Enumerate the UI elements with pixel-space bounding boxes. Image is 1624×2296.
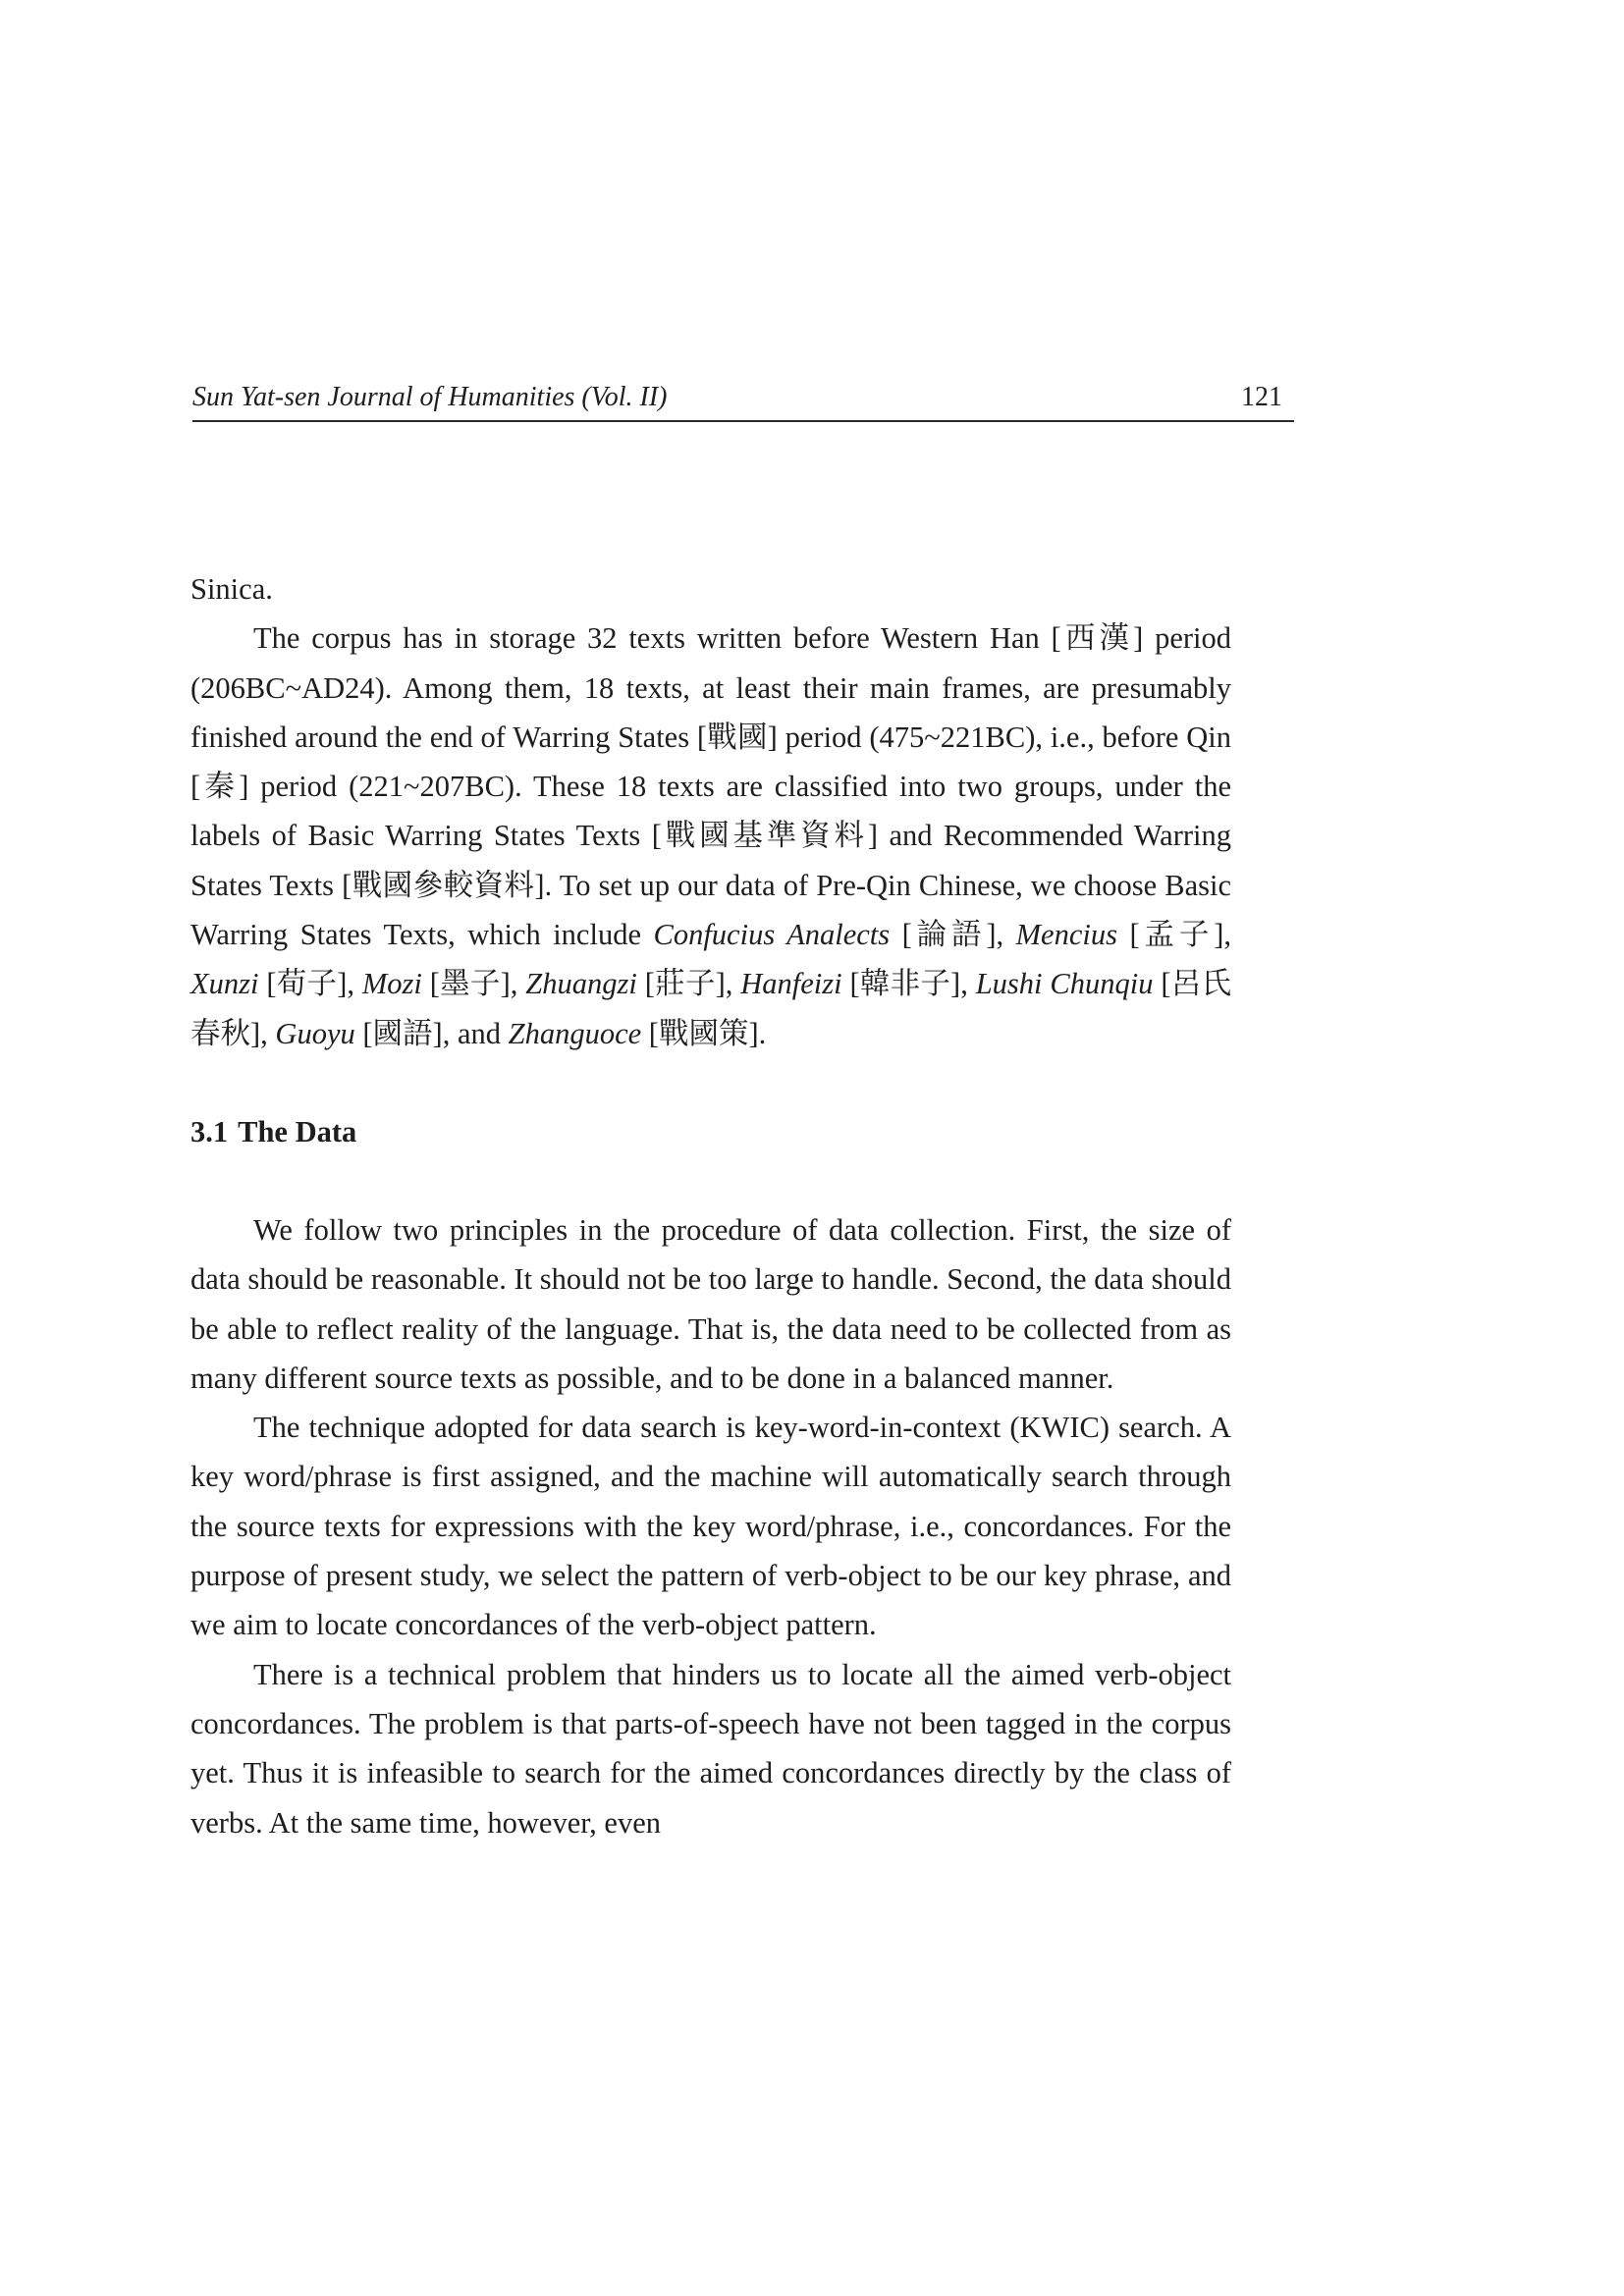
paragraph-technique: The technique adopted for data search is key-word-in-context (KWIC) search. A key word/phrase is first assigned, and the machine will automatically search through the source texts for expressions with the key word/phrase, i.e., concordances. For the purpose of present study, we select the pattern of verb-object to be our key phrase, and we aim to locate concordances of the verb-object pattern. bbox=[190, 1411, 1231, 1642]
body-text bbox=[190, 564, 1231, 1847]
section-number: 3.1 bbox=[190, 1114, 229, 1148]
section-title: The Data bbox=[238, 1114, 357, 1148]
running-header bbox=[192, 381, 1294, 422]
page-number: 121 bbox=[1241, 382, 1282, 412]
journal-title: Sun Yat-sen Journal of Humanities (Vol. II) bbox=[192, 382, 668, 412]
paragraph-principles: We follow two principles in the procedure of data collection. First, the size of data should be reasonable. It should not be too large to handle. Second, the data should be able to reflect reality of the language. That is, the data need to be collected from as many different source texts as possible, and to be done in a balanced manner. bbox=[190, 1212, 1231, 1395]
paragraph-problem: There is a technical problem that hinders us to locate all the aimed verb-object concordances. The problem is that parts-of-speech have not been tagged in the corpus yet. Thus it is infeasible to search for the aimed concordances directly by the class of verbs. At the same time, however, even bbox=[190, 1657, 1231, 1840]
paragraph-continuation: Sinica. bbox=[190, 572, 273, 606]
paragraph-corpus: The corpus has in storage 32 texts written before Western Han [西漢] period (206BC~AD24). Among them, 18 texts, at least their main frames, are presumably finished around the end of Warring States [戰國] period (475~221BC), i.e., before Qin [秦] period (221~207BC). These 18 texts are classified into two groups, under the labels of Basic Warring States Texts [戰國基準資料] and Recommended Warring States Texts [戰國參較資料]. To set up our data of Pre-Qin Chinese, we choose Basic Warring States Texts, which include Confucius Analects [論語], Mencius [孟子], Xunzi [荀子], Mozi [墨子], Zhuangzi [莊子], Hanfeizi [韓非子], Lushi Chunqiu [呂氏春秋], Guoyu [國語], and Zhanguoce [戰國策]. bbox=[190, 621, 1231, 1050]
section-heading bbox=[190, 1107, 1231, 1156]
